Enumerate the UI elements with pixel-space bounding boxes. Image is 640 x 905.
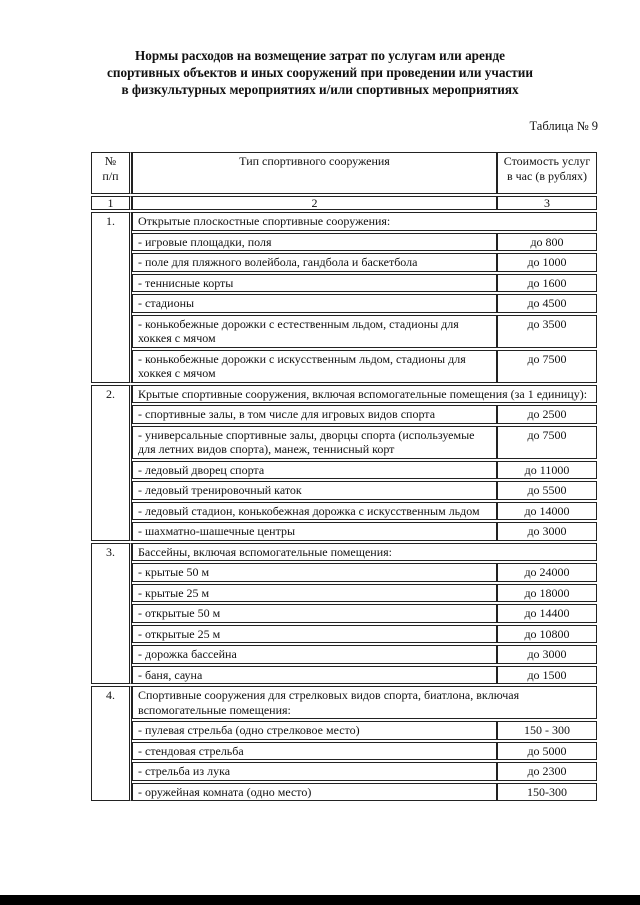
facility-name: - стрельба из лука [132, 762, 497, 781]
group-row [91, 543, 597, 562]
facility-name: - теннисные корты [132, 274, 497, 293]
table-row [91, 294, 597, 313]
facility-name: - оружейная комната (одно место) [132, 783, 497, 802]
norms-table [91, 150, 597, 803]
facility-name: - ледовый стадион, конькобежная дорожка с искусственным льдом [132, 502, 497, 521]
facility-cost: 150 - 300 [497, 721, 597, 740]
table-row [91, 666, 597, 685]
table-row [91, 315, 597, 348]
facility-name: - игровые площадки, поля [132, 233, 497, 252]
table-row [91, 625, 597, 644]
table-row [91, 604, 597, 623]
facility-cost: до 2500 [497, 405, 597, 424]
table-row [91, 253, 597, 272]
facility-cost: до 3000 [497, 522, 597, 541]
facility-name: - стадионы [132, 294, 497, 313]
colnum-1: 1 [91, 196, 132, 210]
colnum-2: 2 [132, 196, 497, 210]
document-title [70, 47, 570, 98]
facility-name: - конькобежные дорожки с искусственным льдом, стадионы для хоккея с мячом [132, 350, 497, 383]
facility-name: - дорожка бассейна [132, 645, 497, 664]
group-number: 1. [91, 212, 132, 383]
facility-name: - ледовый тренировочный каток [132, 481, 497, 500]
facility-cost: до 5500 [497, 481, 597, 500]
title-line-1: Нормы расходов на возмещение затрат по услугам или аренде [135, 48, 505, 63]
group-number: 3. [91, 543, 132, 685]
facility-cost: до 1000 [497, 253, 597, 272]
group-row [91, 212, 597, 231]
facility-cost: до 1500 [497, 666, 597, 685]
facility-name: - крытые 25 м [132, 584, 497, 603]
table-row [91, 405, 597, 424]
facility-name: - конькобежные дорожки с естественным льдом, стадионы для хоккея с мячом [132, 315, 497, 348]
table-row [91, 563, 597, 582]
table-row [91, 350, 597, 383]
facility-name: - поле для пляжного волейбола, гандбола и баскетбола [132, 253, 497, 272]
header-type: Тип спортивного сооружения [132, 152, 497, 194]
group-number: 4. [91, 686, 132, 801]
header-cost: Стоимость услуг в час (в рублях) [497, 152, 597, 194]
group-title: Крытые спортивные сооружения, включая вспомогательные помещения (за 1 единицу): [132, 385, 597, 404]
table-row [91, 233, 597, 252]
group-title: Спортивные сооружения для стрелковых видов спорта, биатлона, включая вспомогательные помещения: [132, 686, 597, 719]
table-row [91, 461, 597, 480]
facility-cost: до 11000 [497, 461, 597, 480]
group-row [91, 385, 597, 404]
facility-cost: до 18000 [497, 584, 597, 603]
table-number: Таблица № 9 [529, 119, 598, 133]
group-row [91, 686, 597, 719]
facility-cost: 150-300 [497, 783, 597, 802]
facility-name: - универсальные спортивные залы, дворцы спорта (используемые для летних видов спорта), манеж, теннисный корт [132, 426, 497, 459]
table-row [91, 481, 597, 500]
facility-name: - ледовый дворец спорта [132, 461, 497, 480]
facility-cost: до 24000 [497, 563, 597, 582]
column-number-row [91, 196, 597, 210]
facility-cost: до 7500 [497, 350, 597, 383]
facility-cost: до 14400 [497, 604, 597, 623]
table-row [91, 645, 597, 664]
facility-cost: до 14000 [497, 502, 597, 521]
facility-name: - стендовая стрельба [132, 742, 497, 761]
facility-cost: до 5000 [497, 742, 597, 761]
facility-cost: до 4500 [497, 294, 597, 313]
table-row [91, 762, 597, 781]
table-row [91, 584, 597, 603]
table-row [91, 721, 597, 740]
group-number: 2. [91, 385, 132, 541]
facility-cost: до 800 [497, 233, 597, 252]
facility-cost: до 3500 [497, 315, 597, 348]
group-title: Бассейны, включая вспомогательные помещения: [132, 543, 597, 562]
facility-name: - баня, сауна [132, 666, 497, 685]
colnum-3: 3 [497, 196, 597, 210]
facility-name: - шахматно-шашечные центры [132, 522, 497, 541]
table-row [91, 783, 597, 802]
facility-name: - пулевая стрельба (одно стрелковое место) [132, 721, 497, 740]
table-row [91, 426, 597, 459]
title-line-3: в физкультурных мероприятиях и/или спортивных мероприятиях [121, 82, 519, 97]
facility-cost: до 1600 [497, 274, 597, 293]
title-line-2: спортивных объектов и иных сооружений при проведении или участии [107, 65, 533, 80]
table-row [91, 274, 597, 293]
facility-name: - открытые 25 м [132, 625, 497, 644]
facility-cost: до 10800 [497, 625, 597, 644]
table-row [91, 502, 597, 521]
table-row [91, 742, 597, 761]
table-header-row [91, 152, 597, 194]
table-row [91, 522, 597, 541]
facility-name: - крытые 50 м [132, 563, 497, 582]
facility-cost: до 2300 [497, 762, 597, 781]
facility-name: - открытые 50 м [132, 604, 497, 623]
facility-cost: до 3000 [497, 645, 597, 664]
facility-cost: до 7500 [497, 426, 597, 459]
facility-name: - спортивные залы, в том числе для игровых видов спорта [132, 405, 497, 424]
scan-bottom-edge [0, 895, 640, 905]
header-num: № п/п [91, 152, 132, 194]
group-title: Открытые плоскостные спортивные сооружения: [132, 212, 597, 231]
